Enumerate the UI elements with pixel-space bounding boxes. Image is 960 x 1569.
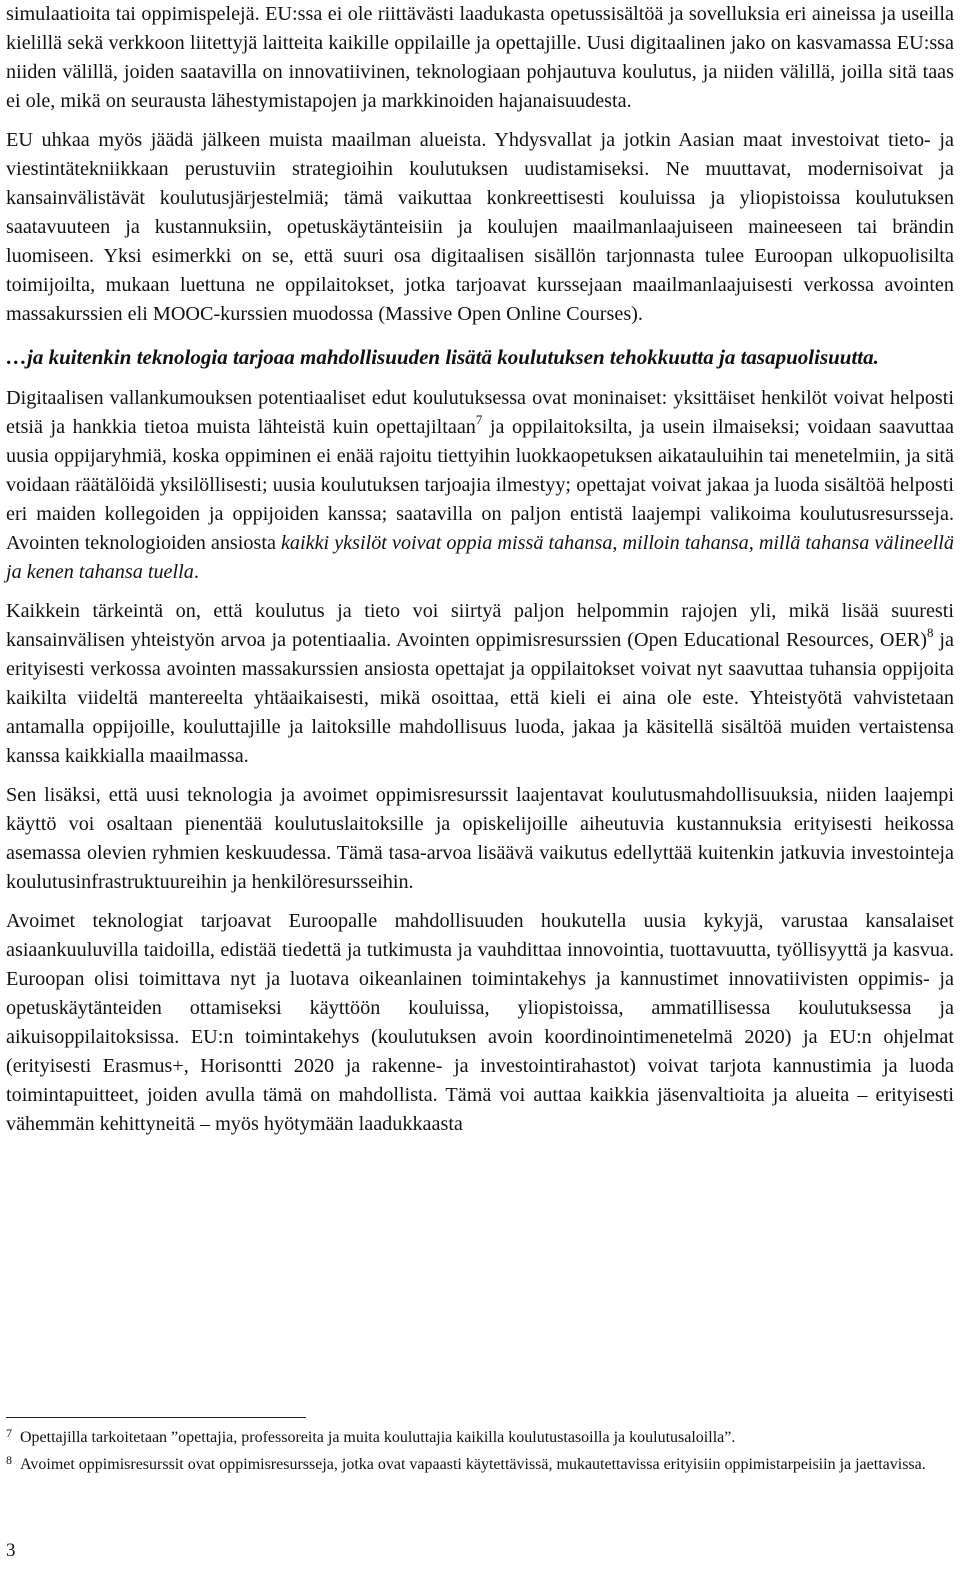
text-run: …ja kuitenkin teknologia tarjoaa mahdollisuuden lisätä koulutuksen tehokkuutta ja tasapuolisuutta. [6,345,879,369]
footnotes [6,1427,954,1476]
text-run: ja erityisesti verkossa avointen massakurssien ansiosta opettajat ja oppilaitokset voivat nyt saavuttaa tuhansia oppijoita kaikilta viideltä mantereelta yhtäaikaisesti, mikä osoittaa, että kieli ei aina ole este. Yhteistyötä vahvistetaan antamalla oppijoille, kouluttajille ja laitoksille mahdollisuus luoda, jakaa ja käsitellä sisältöä muiden vertaistensa kanssa kaikkialla maailmassa. [6,629,954,767]
footnote-text: Avoimet oppimisresurssit ovat oppimisresursseja, jotka ovat vapaasti käytettävissä, mukautettavissa erityisiin oppimistarpeisiin ja jaettavissa. [20,1455,926,1473]
footnote [6,1427,954,1450]
page-number: 3 [6,1540,16,1561]
paragraph [6,384,954,587]
paragraph [6,781,954,897]
footnote [6,1454,954,1477]
text-run: Kaikkein tärkeintä on, että koulutus ja tieto voi siirtyä paljon helpommin rajojen yli, mikä lisää suuresti kansainvälisen yhteistyön arvoa ja potentiaalia. Avointen oppimisresurssien (Open Educational Resources, OER) [6,600,954,651]
footnote-separator [6,1417,306,1418]
footnote-mark: 8 [6,1452,12,1467]
text-run: . [193,561,199,583]
footnote-text: Opettajilla tarkoitetaan ”opettajia, professoreita ja muita kouluttajia kaikilla koulutustasoilla ja koulutusaloilla”. [20,1429,736,1446]
paragraph [6,126,954,329]
italic-text: kaikki yksilöt voivat oppia missä tahansa, milloin tahansa, millä tahansa välineellä ja kenen tahansa tuella [6,532,954,583]
footnote-reference: 7 [475,412,483,427]
section-heading [6,341,954,374]
paragraph [6,0,954,116]
text-run: Avoimet teknologiat tarjoavat Euroopalle mahdollisuuden houkutella uusia kykyjä, varustaa kansalaiset asiaankuuluvilla taidoilla, edistää tiedettä ja tutkimusta ja vauhdittaa innovointia, tuottavuutta, työllisyyttä ja kasvua. Euroopan olisi toimittava nyt ja luotava oikeanlainen toimintakehys ja kannustimet innovatiivisten oppimis- ja opetuskäytänteiden ottamiseksi käyttöön kouluissa, yliopistoissa, ammatillisessa koulutuksessa ja aikuisoppilaitoksissa. EU:n toimintakehys (koulutuksen avoin koordinointimenetelmä 2020) ja EU:n ohjelmat (erityisesti Erasmus+, Horisontti 2020 ja rakenne- ja investointirahastot) voivat tarjota kannustimia ja luoda toimintapuitteet, joiden avulla tämä on mahdollista. Tämä voi auttaa kaikkia jäsenvaltioita ja alueita – erityisesti vähemmän kehittyneitä – myös hyötymään laadukkaasta [6,910,954,1135]
text-run: EU uhkaa myös jäädä jälkeen muista maailman alueista. Yhdysvallat ja jotkin Aasian maat investoivat tieto- ja viestintätekniikkaan perustuviin strategioihin koulutuksen uudistamiseksi. Ne muuttavat, modernisoivat ja kansainvälistävät koulutusjärjestelmiä; tämä vaikuttaa konkreettisesti kouluissa ja yliopistoissa koulutuksen saatavuuteen ja kustannuksiin, opetuskäytänteisiin ja koulujen maailmanlaajuiseen maineeseen tai brändin luomiseen. Yksi esimerkki on se, että suuri osa digitaalisen sisällön tarjonnasta tulee Euroopan ulkopuolisilta toimijoilta, mukaan luettuna ne oppilaitokset, jotka tarjoavat kurssejaan maailmanlaajuisesti verkossa avointen massakurssien eli MOOC-kurssien muodossa (Massive Open Online Courses). [6,129,954,325]
paragraph [6,597,954,771]
text-run: Sen lisäksi, että uusi teknologia ja avoimet oppimisresurssit laajentavat koulutusmahdollisuuksia, niiden laajempi käyttö voi osaltaan pienentää koulutuslaitoksille ja opiskelijoille aiheutuvia kustannuksia erityisesti heikossa asemassa olevien ryhmien keskuudessa. Tämä tasa-arvoa lisäävä vaikutus edellyttää kuitenkin jatkuvia investointeja koulutusinfrastruktuureihin ja henkilöresursseihin. [6,784,954,893]
text-run: Digitaalisen vallankumouksen potentiaaliset edut koulutuksessa ovat moninaiset: yksittäiset henkilöt voivat helposti etsiä ja hankkia tietoa muista lähteistä kuin opettajiltaan [6,387,954,438]
footnote-reference: 8 [927,625,934,640]
text-run: ja oppilaitoksilta, ja usein ilmaiseksi; voidaan saavuttaa uusia oppijaryhmiä, koska oppiminen ei enää rajoitu tiettyihin luokkaopetuksen aikatauluihin tai menetelmiin, ja sitä voidaan räätälöidä yksilöllisesti; uusia koulutuksen tarjoajia ilmestyy; opettajat voivat jakaa ja luoda sisältöä helposti eri maiden kollegoiden ja oppijoiden kanssa; saatavilla on paljon entistä laajempi valikoima koulutusresursseja. Avointen teknologioiden ansiosta [6,416,954,554]
text-run: simulaatioita tai oppimispelejä. EU:ssa ei ole riittävästi laadukasta opetussisältöä ja sovelluksia eri aineissa ja useilla kielillä sekä verkkoon liitettyjä laitteita kaikille oppilaille ja opettajille. Uusi digitaalinen jako on kasvamassa EU:ssa niiden välillä, joiden saatavilla on innovatiivinen, teknologiaan pohjautuva koulutus, ja niiden välillä, joilla sitä taas ei ole, mikä on seurausta lähestymistapojen ja markkinoiden hajanaisuudesta. [6,3,954,112]
footnote-mark: 7 [6,1426,12,1440]
document-body [6,0,954,1139]
paragraph [6,907,954,1139]
